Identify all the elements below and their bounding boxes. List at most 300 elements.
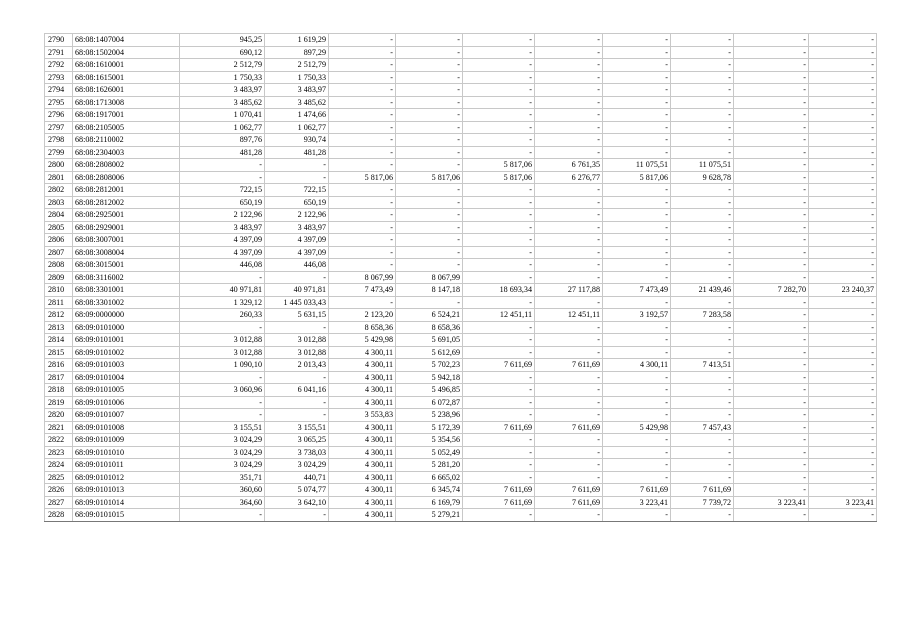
value-cell: - (809, 271, 877, 284)
value-cell: - (671, 371, 734, 384)
value-cell: 9 628,78 (671, 171, 734, 184)
value-cell: 1 445 033,43 (265, 296, 329, 309)
row-number-cell: 2802 (45, 184, 73, 197)
value-cell: 5 496,85 (396, 384, 463, 397)
value-cell: 3 483,97 (180, 84, 265, 97)
value-cell: 4 300,11 (329, 484, 396, 497)
value-cell: 8 147,18 (396, 284, 463, 297)
value-cell: - (809, 459, 877, 472)
value-cell: - (603, 509, 671, 522)
value-cell: - (603, 121, 671, 134)
value-cell: - (463, 471, 535, 484)
value-cell: 4 300,11 (329, 359, 396, 372)
value-cell: - (329, 96, 396, 109)
value-cell: - (535, 371, 603, 384)
value-cell: - (535, 246, 603, 259)
value-cell: - (463, 46, 535, 59)
value-cell: - (671, 271, 734, 284)
value-cell: - (734, 121, 809, 134)
cadastral-number-cell: 68:09:0101003 (73, 359, 180, 372)
value-cell: 5 817,06 (329, 171, 396, 184)
value-cell: - (265, 396, 329, 409)
value-cell: 481,28 (265, 146, 329, 159)
value-cell: 360,60 (180, 484, 265, 497)
value-cell: - (671, 196, 734, 209)
value-cell: - (671, 59, 734, 72)
value-cell: 4 300,11 (329, 371, 396, 384)
cadastral-number-cell: 68:09:0101001 (73, 334, 180, 347)
row-number-cell: 2813 (45, 321, 73, 334)
value-cell: - (463, 259, 535, 272)
value-cell: - (535, 221, 603, 234)
table-row (45, 271, 877, 284)
value-cell: - (671, 146, 734, 159)
value-cell: - (671, 221, 734, 234)
value-cell: - (535, 271, 603, 284)
value-cell: 5 238,96 (396, 409, 463, 422)
value-cell: - (734, 234, 809, 247)
value-cell: - (265, 271, 329, 284)
value-cell: 4 300,11 (329, 496, 396, 509)
cadastral-number-cell: 68:08:3008004 (73, 246, 180, 259)
cadastral-number-cell: 68:08:3116002 (73, 271, 180, 284)
value-cell: - (329, 184, 396, 197)
row-number-cell: 2817 (45, 371, 73, 384)
value-cell: - (671, 209, 734, 222)
value-cell: - (671, 121, 734, 134)
cadastral-number-cell: 68:08:1626001 (73, 84, 180, 97)
value-cell: - (809, 509, 877, 522)
value-cell: - (734, 59, 809, 72)
value-cell: - (809, 471, 877, 484)
value-cell: - (603, 371, 671, 384)
value-cell: - (396, 184, 463, 197)
value-cell: - (734, 209, 809, 222)
row-number-cell: 2816 (45, 359, 73, 372)
value-cell: 2 123,20 (329, 309, 396, 322)
value-cell: - (329, 84, 396, 97)
value-cell: 446,08 (265, 259, 329, 272)
value-cell: - (180, 171, 265, 184)
value-cell: - (734, 346, 809, 359)
value-cell: - (734, 46, 809, 59)
value-cell: - (396, 84, 463, 97)
value-cell: - (396, 96, 463, 109)
cadastral-number-cell: 68:08:3301002 (73, 296, 180, 309)
value-cell: - (463, 271, 535, 284)
value-cell: 2 512,79 (265, 59, 329, 72)
value-cell: - (535, 146, 603, 159)
value-cell: 12 451,11 (535, 309, 603, 322)
value-cell: - (671, 396, 734, 409)
value-cell: 650,19 (180, 196, 265, 209)
value-cell: - (809, 246, 877, 259)
value-cell: - (603, 109, 671, 122)
value-cell: 481,28 (180, 146, 265, 159)
table-row (45, 46, 877, 59)
value-cell: - (265, 171, 329, 184)
value-cell: - (809, 396, 877, 409)
value-cell: - (603, 321, 671, 334)
value-cell: - (734, 359, 809, 372)
value-cell: - (603, 271, 671, 284)
value-cell: 3 024,29 (180, 434, 265, 447)
row-number-cell: 2825 (45, 471, 73, 484)
value-cell: 3 223,41 (603, 496, 671, 509)
row-number-cell: 2807 (45, 246, 73, 259)
row-number-cell: 2824 (45, 459, 73, 472)
value-cell: 4 300,11 (329, 509, 396, 522)
value-cell: - (265, 509, 329, 522)
value-cell: - (463, 246, 535, 259)
value-cell: - (265, 321, 329, 334)
value-cell: - (734, 459, 809, 472)
value-cell: - (329, 134, 396, 147)
table-row (45, 434, 877, 447)
value-cell: 5 429,98 (603, 421, 671, 434)
value-cell: 8 067,99 (396, 271, 463, 284)
value-cell: - (734, 171, 809, 184)
value-cell: - (535, 471, 603, 484)
value-cell: 1 750,33 (180, 71, 265, 84)
value-cell: - (463, 371, 535, 384)
value-cell: 722,15 (180, 184, 265, 197)
value-cell: 4 300,11 (603, 359, 671, 372)
value-cell: - (809, 221, 877, 234)
value-cell: - (671, 471, 734, 484)
value-cell: - (671, 96, 734, 109)
row-number-cell: 2815 (45, 346, 73, 359)
value-cell: - (396, 159, 463, 172)
value-cell: - (734, 434, 809, 447)
value-cell: - (396, 221, 463, 234)
value-cell: - (734, 396, 809, 409)
cadastral-number-cell: 68:09:0101010 (73, 446, 180, 459)
table-row (45, 396, 877, 409)
value-cell: 4 300,11 (329, 396, 396, 409)
row-number-cell: 2809 (45, 271, 73, 284)
value-cell: - (535, 234, 603, 247)
value-cell: 3 223,41 (809, 496, 877, 509)
value-cell: - (265, 371, 329, 384)
row-number-cell: 2812 (45, 309, 73, 322)
value-cell: - (809, 334, 877, 347)
value-cell: - (809, 84, 877, 97)
cadastral-number-cell: 68:08:2929001 (73, 221, 180, 234)
value-cell: 930,74 (265, 134, 329, 147)
value-cell: 7 611,69 (535, 421, 603, 434)
value-cell: - (671, 46, 734, 59)
value-cell: - (603, 446, 671, 459)
value-cell: 8 067,99 (329, 271, 396, 284)
value-cell: - (329, 259, 396, 272)
cadastral-number-cell: 68:09:0101002 (73, 346, 180, 359)
row-number-cell: 2814 (45, 334, 73, 347)
cadastral-number-cell: 68:08:1407004 (73, 34, 180, 47)
value-cell: - (809, 184, 877, 197)
value-cell: - (671, 246, 734, 259)
value-cell: - (734, 146, 809, 159)
cadastral-number-cell: 68:08:1615001 (73, 71, 180, 84)
value-cell: 4 300,11 (329, 384, 396, 397)
value-cell: 12 451,11 (463, 309, 535, 322)
row-number-cell: 2811 (45, 296, 73, 309)
value-cell: 3 024,29 (265, 459, 329, 472)
cadastral-number-cell: 68:09:0101000 (73, 321, 180, 334)
value-cell: - (809, 209, 877, 222)
table-row (45, 334, 877, 347)
value-cell: 5 631,15 (265, 309, 329, 322)
value-cell: 4 300,11 (329, 459, 396, 472)
value-cell: 690,12 (180, 46, 265, 59)
table-row (45, 446, 877, 459)
table-row (45, 509, 877, 522)
value-cell: - (535, 134, 603, 147)
table-row (45, 196, 877, 209)
value-cell: - (329, 59, 396, 72)
value-cell: 7 611,69 (671, 484, 734, 497)
value-cell: - (180, 271, 265, 284)
value-cell: 5 702,23 (396, 359, 463, 372)
value-cell: 4 300,11 (329, 434, 396, 447)
value-cell: - (671, 459, 734, 472)
table-row (45, 84, 877, 97)
table-row (45, 259, 877, 272)
cadastral-number-cell: 68:08:2808002 (73, 159, 180, 172)
value-cell: - (809, 71, 877, 84)
value-cell: - (329, 296, 396, 309)
value-cell: 11 075,51 (671, 159, 734, 172)
table-row (45, 59, 877, 72)
value-cell: 897,29 (265, 46, 329, 59)
cadastral-number-cell: 68:09:0101008 (73, 421, 180, 434)
value-cell: 7 413,51 (671, 359, 734, 372)
value-cell: 3 485,62 (180, 96, 265, 109)
value-cell: - (734, 509, 809, 522)
row-number-cell: 2792 (45, 59, 73, 72)
value-cell: - (809, 134, 877, 147)
value-cell: - (809, 121, 877, 134)
value-cell: 3 553,83 (329, 409, 396, 422)
value-cell: - (463, 234, 535, 247)
row-number-cell: 2818 (45, 384, 73, 397)
value-cell: 7 282,70 (734, 284, 809, 297)
value-cell: - (329, 196, 396, 209)
value-cell: 8 658,36 (329, 321, 396, 334)
value-cell: - (734, 446, 809, 459)
value-cell: 27 117,88 (535, 284, 603, 297)
value-cell: - (809, 421, 877, 434)
cadastral-number-cell: 68:09:0101011 (73, 459, 180, 472)
table-row (45, 459, 877, 472)
value-cell: - (463, 109, 535, 122)
value-cell: 6 041,16 (265, 384, 329, 397)
value-cell: - (463, 384, 535, 397)
table-row (45, 346, 877, 359)
value-cell: - (809, 259, 877, 272)
value-cell: - (535, 34, 603, 47)
value-cell: - (734, 271, 809, 284)
value-cell: - (809, 109, 877, 122)
value-cell: - (535, 321, 603, 334)
value-cell: 6 524,21 (396, 309, 463, 322)
value-cell: - (734, 309, 809, 322)
value-cell: - (535, 259, 603, 272)
value-cell: 5 612,69 (396, 346, 463, 359)
value-cell: 1 474,66 (265, 109, 329, 122)
cadastral-number-cell: 68:09:0101005 (73, 384, 180, 397)
value-cell: - (809, 409, 877, 422)
table-row (45, 209, 877, 222)
value-cell: - (329, 121, 396, 134)
table-body (45, 34, 877, 522)
row-number-cell: 2801 (45, 171, 73, 184)
value-cell: 5 817,06 (603, 171, 671, 184)
value-cell: - (734, 84, 809, 97)
value-cell: - (535, 109, 603, 122)
table-row (45, 296, 877, 309)
value-cell: - (603, 334, 671, 347)
value-cell: - (734, 96, 809, 109)
value-cell: - (603, 459, 671, 472)
value-cell: - (329, 221, 396, 234)
value-cell: - (463, 209, 535, 222)
value-cell: - (603, 396, 671, 409)
value-cell: - (809, 159, 877, 172)
value-cell: - (329, 234, 396, 247)
value-cell: - (734, 134, 809, 147)
value-cell: - (603, 196, 671, 209)
value-cell: - (265, 409, 329, 422)
value-cell: 6 072,87 (396, 396, 463, 409)
value-cell: - (734, 484, 809, 497)
value-cell: 3 024,29 (180, 446, 265, 459)
value-cell: - (535, 196, 603, 209)
value-cell: - (535, 446, 603, 459)
value-cell: - (603, 221, 671, 234)
value-cell: - (535, 396, 603, 409)
value-cell: 21 439,46 (671, 284, 734, 297)
value-cell: - (180, 409, 265, 422)
value-cell: - (809, 434, 877, 447)
value-cell: 6 169,79 (396, 496, 463, 509)
value-cell: - (809, 234, 877, 247)
row-number-cell: 2800 (45, 159, 73, 172)
value-cell: - (463, 334, 535, 347)
value-cell: 1 090,10 (180, 359, 265, 372)
cadastral-number-cell: 68:08:2304003 (73, 146, 180, 159)
cadastral-number-cell: 68:08:1713008 (73, 96, 180, 109)
value-cell: - (603, 234, 671, 247)
row-number-cell: 2793 (45, 71, 73, 84)
value-cell: - (671, 321, 734, 334)
table-row (45, 421, 877, 434)
value-cell: 11 075,51 (603, 159, 671, 172)
table-row (45, 384, 877, 397)
cadastral-number-cell: 68:08:1917001 (73, 109, 180, 122)
value-cell: 2 013,43 (265, 359, 329, 372)
value-cell: 3 024,29 (180, 459, 265, 472)
value-cell: 23 240,37 (809, 284, 877, 297)
value-cell: - (396, 71, 463, 84)
value-cell: - (734, 246, 809, 259)
value-cell: 5 691,05 (396, 334, 463, 347)
row-number-cell: 2796 (45, 109, 73, 122)
value-cell: - (734, 371, 809, 384)
table-row (45, 496, 877, 509)
value-cell: 4 397,09 (180, 246, 265, 259)
value-cell: 3 483,97 (180, 221, 265, 234)
value-cell: 5 354,56 (396, 434, 463, 447)
value-cell: 945,25 (180, 34, 265, 47)
value-cell: 722,15 (265, 184, 329, 197)
table-row (45, 171, 877, 184)
table-row (45, 121, 877, 134)
value-cell: - (180, 396, 265, 409)
value-cell: 4 300,11 (329, 421, 396, 434)
value-cell: - (671, 84, 734, 97)
value-cell: 3 155,51 (265, 421, 329, 434)
value-cell: - (809, 384, 877, 397)
value-cell: 4 397,09 (265, 234, 329, 247)
row-number-cell: 2823 (45, 446, 73, 459)
value-cell: - (603, 471, 671, 484)
row-number-cell: 2806 (45, 234, 73, 247)
value-cell: - (329, 34, 396, 47)
table-row (45, 34, 877, 47)
value-cell: 5 942,18 (396, 371, 463, 384)
value-cell: - (535, 296, 603, 309)
cadastral-number-cell: 68:09:0101009 (73, 434, 180, 447)
value-cell: - (671, 134, 734, 147)
value-cell: - (734, 184, 809, 197)
table-row (45, 71, 877, 84)
value-cell: 3 192,57 (603, 309, 671, 322)
value-cell: - (463, 121, 535, 134)
value-cell: 5 074,77 (265, 484, 329, 497)
value-cell: - (535, 434, 603, 447)
value-cell: - (734, 471, 809, 484)
value-cell: - (671, 109, 734, 122)
cadastral-number-cell: 68:08:2105005 (73, 121, 180, 134)
value-cell: - (809, 446, 877, 459)
data-table (44, 33, 877, 522)
value-cell: - (734, 109, 809, 122)
table-row (45, 371, 877, 384)
value-cell: - (671, 409, 734, 422)
row-number-cell: 2805 (45, 221, 73, 234)
cadastral-number-cell: 68:09:0101014 (73, 496, 180, 509)
value-cell: 5 817,06 (463, 159, 535, 172)
value-cell: - (535, 71, 603, 84)
value-cell: - (734, 159, 809, 172)
value-cell: 650,19 (265, 196, 329, 209)
value-cell: 3 485,62 (265, 96, 329, 109)
row-number-cell: 2808 (45, 259, 73, 272)
cadastral-number-cell: 68:08:2808006 (73, 171, 180, 184)
value-cell: 4 300,11 (329, 346, 396, 359)
value-cell: - (535, 384, 603, 397)
row-number-cell: 2820 (45, 409, 73, 422)
table-row (45, 96, 877, 109)
value-cell: 5 817,06 (396, 171, 463, 184)
value-cell: 40 971,81 (180, 284, 265, 297)
value-cell: - (180, 509, 265, 522)
value-cell: - (463, 446, 535, 459)
value-cell: - (603, 209, 671, 222)
row-number-cell: 2795 (45, 96, 73, 109)
value-cell: - (535, 84, 603, 97)
